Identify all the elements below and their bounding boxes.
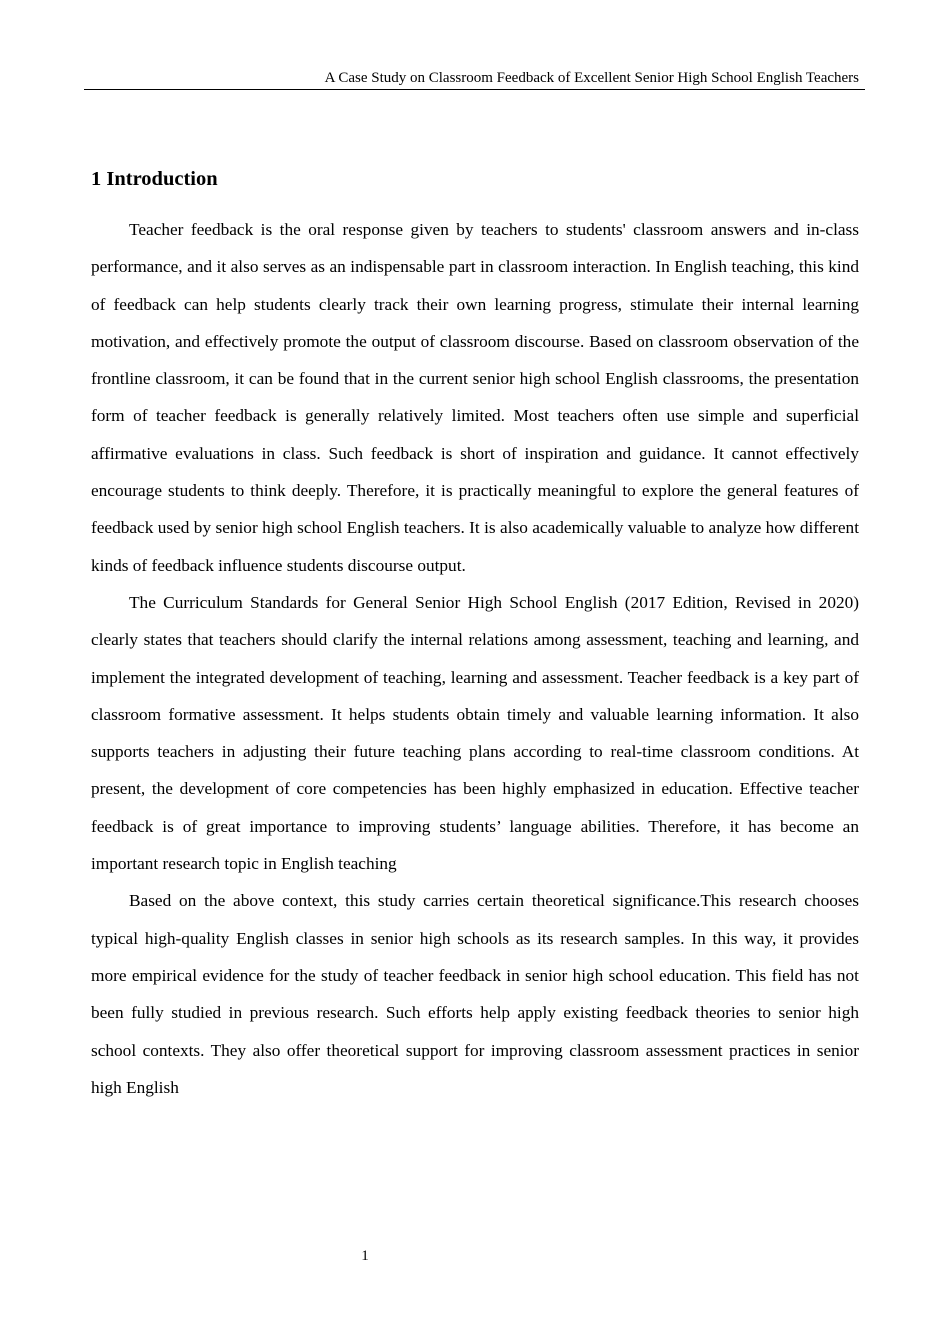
body-text bbox=[91, 211, 859, 1106]
paragraph-3: Based on the above context, this study carries certain theoretical significance.This research chooses typical high-quality English classes in senior high schools as its research samples. In this way, it provides more empirical evidence for the study of teacher feedback in senior high school education. This field has not been fully studied in previous research. Such efforts help apply existing feedback theories to senior high school contexts. They also offer theoretical support for improving classroom assessment practices in senior high English bbox=[91, 891, 859, 1097]
running-header-title: A Case Study on Classroom Feedback of Excellent Senior High School English Teachers bbox=[324, 70, 859, 86]
paragraph-1: Teacher feedback is the oral response given by teachers to students' classroom answers and in-class performance, and it also serves as an indispensable part in classroom interaction. In English teaching, this kind of feedback can help students clearly track their own learning progress, stimulate their internal learning motivation, and effectively promote the output of classroom discourse. Based on classroom observation of the frontline classroom, it can be found that in the current senior high school English classrooms, the presentation form of teacher feedback is generally relatively limited. Most teachers often use simple and superficial affirmative evaluations in class. Such feedback is short of inspiration and guidance. It cannot effectively encourage students to think deeply. Therefore, it is practically meaningful to explore the general features of feedback used by senior high school English teachers. It is also academically valuable to analyze how different kinds of feedback influence students discourse output. bbox=[91, 220, 859, 575]
section-heading: 1 Introduction bbox=[91, 168, 218, 190]
page-number: 1 bbox=[361, 1248, 369, 1264]
running-header bbox=[84, 69, 865, 90]
paragraph-2: The Curriculum Standards for General Senior High School English (2017 Edition, Revised in 2020) clearly states that teachers should clarify the internal relations among assessment, teaching and learning, and implement the integrated development of teaching, learning and assessment. Teacher feedback is a key part of classroom formative assessment. It helps students obtain timely and valuable learning information. It also supports teachers in adjusting their future teaching plans according to real-time classroom conditions. At present, the development of core competencies has been highly emphasized in education. Effective teacher feedback is of great importance to improving students’ language abilities. Therefore, it has become an important research topic in English teaching bbox=[91, 592, 859, 874]
